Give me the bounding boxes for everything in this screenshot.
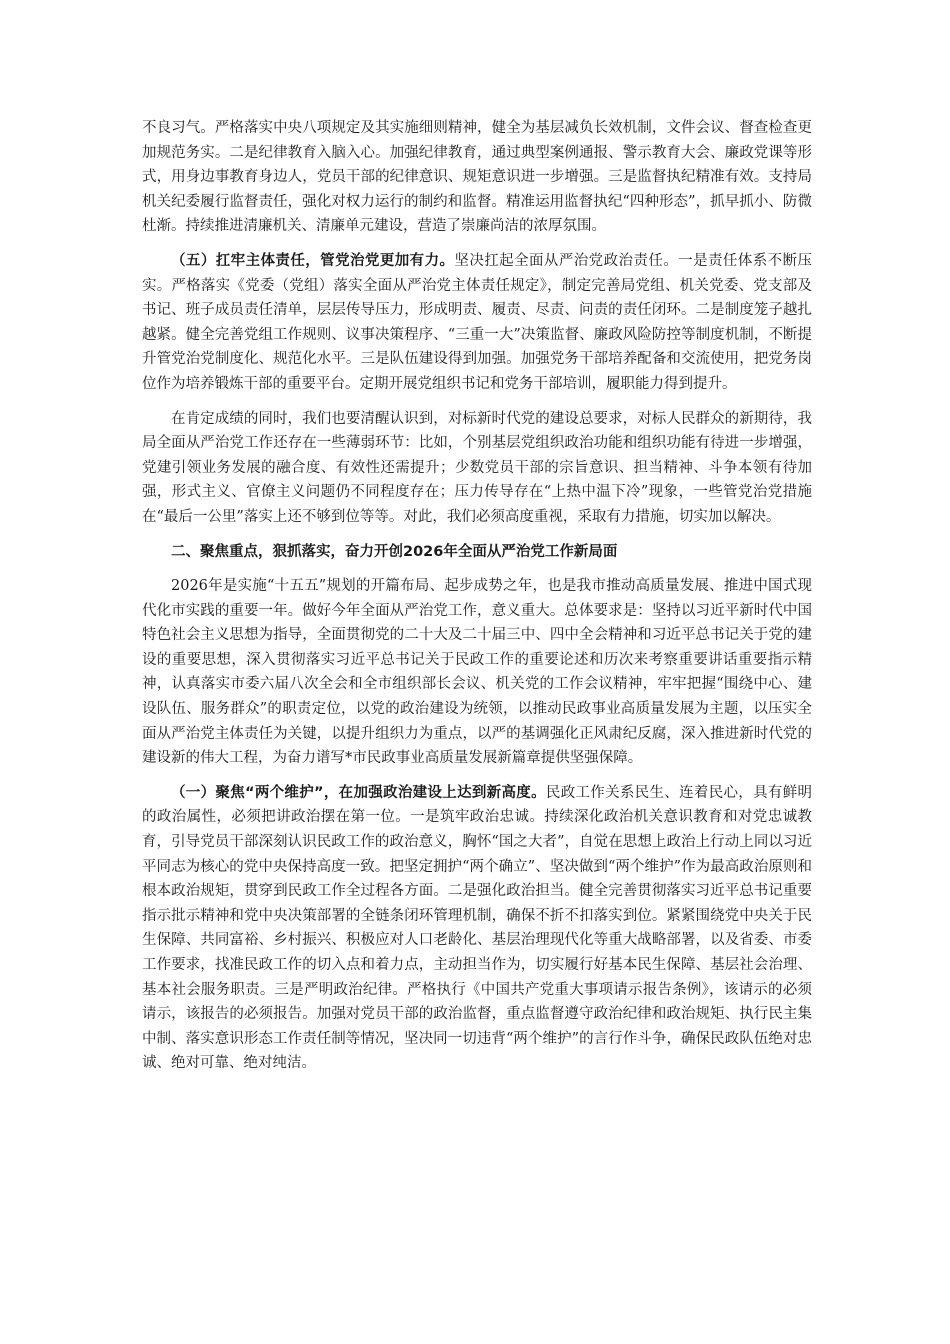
paragraph-text: 在肯定成绩的同时，我们也要清醒认识到，对标新时代党的建设总要求，对标人民群众的新期待，我局全面从严治党工作还存在一些薄弱环节：比如，个别基层党组织政治功能和组织功能有待进一步增强，党建引领业务发展的融合度、有效性还需提升；少数党员干部的宗旨意识、担当精神、斗争本领有待加强，形式主义、官僚主义问题仍不同程度存在；压力传导存在“上热中温下冷”现象，一些管党治党措施在“最后一公里”落实上还不够到位等等。对此，我们必须高度重视，采取有力措施，切实加以解决。 [142,410,812,525]
paragraph-text: 不良习气。严格落实中央八项规定及其实施细则精神，健全为基层减负长效机制，文件会议、督查检查更加规范务实。二是纪律教育入脑入心。加强纪律教育，通过典型案例通报、警示教育大会、廉政党课等形式，用身边事教育身边人，党员干部的纪律意识、规矩意识进一步增强。三是监督执纪精准有效。支持局机关纪委履行监督责任，强化对权力运行的制约和监督。精准运用监督执纪“四种形态”，抓早抓小、防微杜渐。持续推进清廉机关、清廉单元建设，营造了崇廉尚洁的浓厚氛围。 [142,120,812,235]
paragraph-section-five [142,249,812,397]
paragraph-discipline-continued [142,116,812,239]
paragraph-section-one [142,781,812,1076]
paragraph-text: 2026年是实施“十五五”规划的开篇布局、起步成势之年，也是我市推动高质量发展、推进中国式现代化市实践的重要一年。做好今年全面从严治党工作，意义重大。总体要求是：坚持以习近平新时代中国特色社会主义思想为指导，全面贯彻党的二十大及二十届三中、四中全会精神和习近平总书记关于党的建设的重要思想，深入贯彻落实习近平总书记关于民政工作的重要论述和历次来考察重要讲话重要指示精神，认真落实市委六届八次全会和全市组织部长会议、机关党的工作会议精神，牢牢把握“围绕中心、建设队伍、服务群众”的职责定位，以党的政治建设为统领，以推动民政事业高质量发展为主题，以压实全面从严治党主体责任为关键，以提升组织力为重点，以严的基调强化正风肃纪反腐，深入推进新时代党的建设新的伟大工程，为奋力谱写*市民政事业高质量发展新篇章提供坚强保障。 [142,578,812,767]
paragraph-lead: （五）扛牢主体责任，管党治党更加有力。 [171,252,455,269]
document-body [142,116,812,1086]
section-heading-two: 二、聚焦重点，狠抓落实，奋力开创2026年全面从严治党工作新局面 [171,543,618,560]
paragraph-lead: （一）聚焦“两个维护”，在加强政治建设上达到新高度。 [171,784,546,801]
paragraph-text: 民政工作关系民生、连着民心，具有鲜明的政治属性，必须把讲政治摆在第一位。一是筑牢政治忠诚。持续深化政治机关意识教育和对党忠诚教育，引导党员干部深刻认识民政工作的政治意义，胸怀“国之大者”，自觉在思想上政治上行动上同以习近平同志为核心的党中央保持高度一致。把坚定拥护“两个确立”、坚决做到“两个维护”作为最高政治原则和根本政治规矩，贯穿到民政工作全过程各方面。二是强化政治担当。健全完善贯彻落实习近平总书记重要指示批示精神和党中央决策部署的全链条闭环管理机制，确保不折不扣落实到位。紧紧围绕党中央关于民生保障、共同富裕、乡村振兴、积极应对人口老龄化、基层治理现代化等重大战略部署，以及省委、市委工作要求，找准民政工作的切入点和着力点，主动担当作为，切实履行好基本民生保障、基层社会治理、基本社会服务职责。三是严明政治纪律。严格执行《中国共产党重大事项请示报告条例》，该请示的必须请示，该报告的必须报告。加强对党员干部的政治监督，重点监督遵守政治纪律和政治规矩、执行民主集中制、落实意识形态工作责任制等情况，坚决同一切违背“两个维护”的言行作斗争，确保民政队伍绝对忠诚、绝对可靠、绝对纯洁。 [142,784,813,1072]
paragraph-shortcomings [142,407,812,530]
paragraph-text: 坚决扛起全面从严治党政治责任。一是责任体系不断压实。严格落实《党委（党组）落实全面从严治党主体责任规定》，制定完善局党组、机关党委、党支部及书记、班子成员责任清单，层层传导压力，形成明责、履责、尽责、问责的责任闭环。二是制度笼子越扎越紧。健全完善党组工作规则、议事决策程序、“三重一大”决策监督、廉政风险防控等制度机制，不断提升管党治党制度化、规范化水平。三是队伍建设得到加强。加强党务干部培养配备和交流使用，把党务岗位作为培养锻炼干部的重要平台。定期开展党组织书记和党务干部培训，履职能力得到提升。 [142,252,813,392]
paragraph-general-requirements [142,574,812,771]
